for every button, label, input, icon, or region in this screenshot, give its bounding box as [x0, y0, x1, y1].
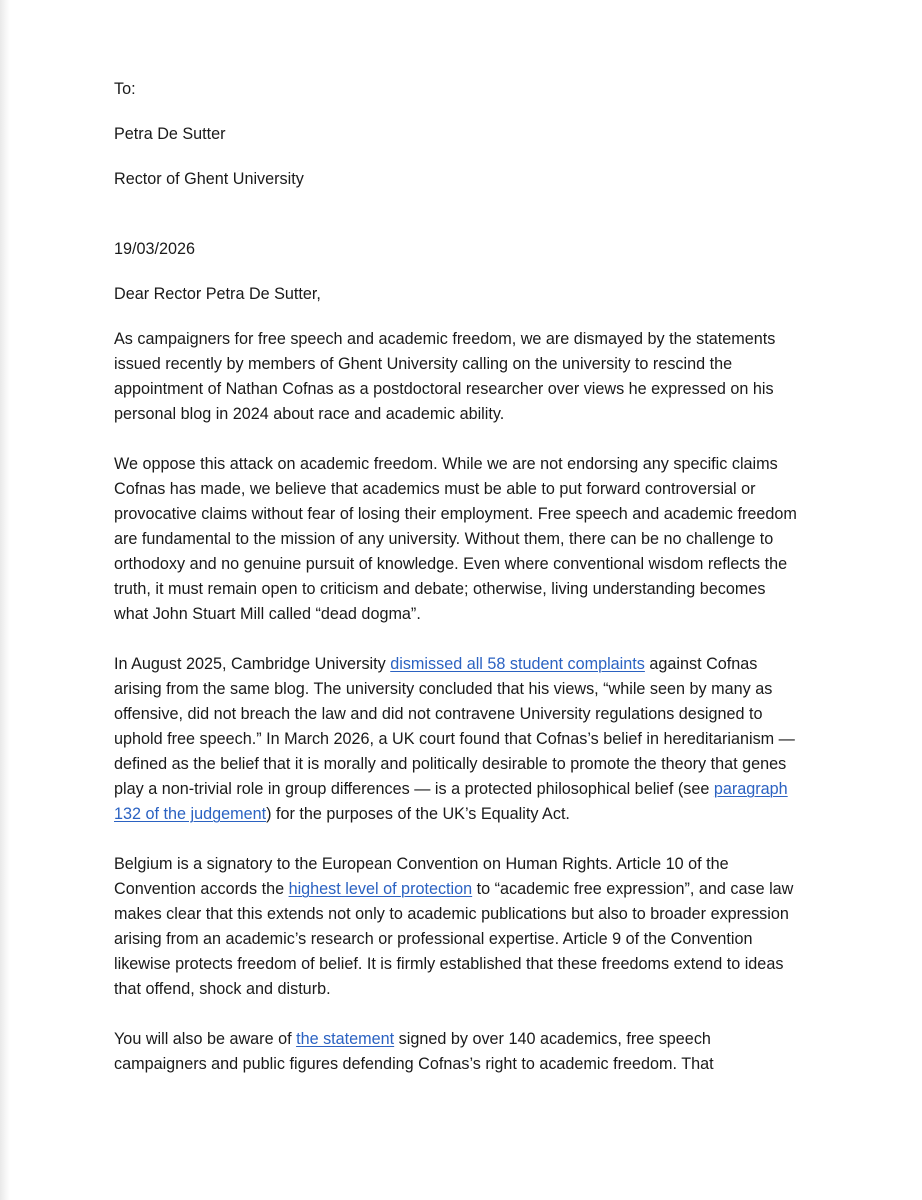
- greeting: Dear Rector Petra De Sutter,: [114, 285, 321, 303]
- recipient-name: Petra De Sutter: [114, 125, 226, 143]
- paragraph-3-text-2: against Cofnas arising from the same blog. The university concluded that his views, “while seen by many as offensive, did not breach the law and did not contravene University regulations designed to uphold free speech.” In March 2026, a UK court found that Cofnas’s belief in hereditarianism — defined as the belief that it is morally and politically desirable to promote the theory that genes play a non-trivial role in group differences — is a protected philosophical belief (see: [114, 655, 795, 798]
- paragraph-3: [114, 652, 804, 827]
- page-edge-shadow: [0, 0, 10, 1200]
- paragraph-4-text-1: Belgium is a signatory to the European Convention on Human Rights. Article 10 of the Convention accords the: [114, 855, 729, 898]
- paragraph-3-text-1: In August 2025, Cambridge University: [114, 655, 391, 673]
- statement-link[interactable]: the statement: [296, 1030, 395, 1048]
- paragraph-5-text-1: You will also be aware of: [114, 1030, 297, 1048]
- paragraph-2: We oppose this attack on academic freedom. While we are not endorsing any specific claims Cofnas has made, we believe that academics must be able to put forward controversial or provocative claims without fear of losing their employment. Free speech and academic freedom are fundamental to the mission of any university. Without them, there can be no challenge to orthodoxy and no genuine pursuit of knowledge. Even where conventional wisdom reflects the truth, it must remain open to criticism and debate; otherwise, living understanding becomes what John Stuart Mill called “dead dogma”.: [114, 455, 797, 623]
- paragraph-5-text-2: signed by over 140 academics, free speech campaigners and public figures defending Cofnas’s right to academic freedom. That: [114, 1030, 714, 1073]
- recipient-title: Rector of Ghent University: [114, 170, 304, 188]
- cambridge-complaints-link[interactable]: dismissed all 58 student complaints: [390, 655, 645, 673]
- paragraph-4: [114, 852, 804, 1002]
- letter-date: 19/03/2026: [114, 240, 196, 258]
- letter-body: [114, 77, 804, 1102]
- paragraph-3-text-3: ) for the purposes of the UK’s Equality Act.: [266, 805, 570, 823]
- judgement-paragraph-link[interactable]: paragraph 132 of the judgement: [114, 780, 788, 823]
- paragraph-1: As campaigners for free speech and academic freedom, we are dismayed by the statements issued recently by members of Ghent University calling on the university to rescind the appointment of Nathan Cofnas as a postdoctoral researcher over views he expressed on his personal blog in 2024 about race and academic ability.: [114, 330, 776, 423]
- to-label: To:: [114, 80, 136, 98]
- paragraph-4-text-2: to “academic free expression”, and case law makes clear that this extends not only to academic publications but also to broader expression arising from an academic’s research or professional expertise. Article 9 of the Convention likewise protects freedom of belief. It is firmly established that these freedoms extend to ideas that offend, shock and disturb.: [114, 880, 794, 998]
- protection-level-link[interactable]: highest level of protection: [288, 880, 473, 898]
- paragraph-5: [114, 1027, 804, 1077]
